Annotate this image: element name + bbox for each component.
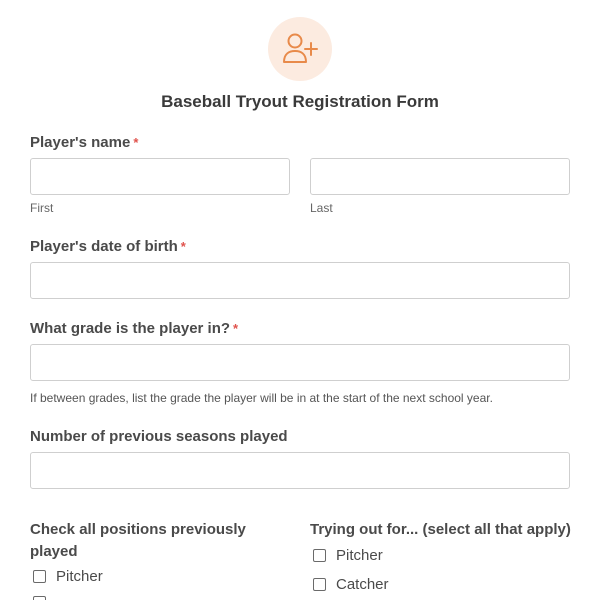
last-name-input[interactable] [310,158,570,195]
trying-out-option-pitcher[interactable] [313,547,383,564]
dob-input[interactable] [30,262,570,299]
grade-label [30,320,238,337]
add-user-icon [280,29,320,69]
option-label: Pitcher [56,568,103,585]
option-label: Pitcher [336,547,383,564]
seasons-input[interactable] [30,452,570,489]
trying-out-for-label: Trying out for... (select all that apply) [310,521,571,538]
required-mark: * [133,135,139,150]
player-name-label [30,134,138,151]
checkbox[interactable] [313,578,326,591]
grade-input[interactable] [30,344,570,381]
seasons-label: Number of previous seasons played [30,428,288,445]
positions-played-option-pitcher[interactable] [33,568,103,585]
dob-label-text: Player's date of birth [30,238,178,255]
avatar-badge [268,17,332,81]
grade-help-text: If between grades, list the grade the player will be in at the start of the next school year. [30,391,493,405]
positions-played-label: Check all positions previously played [30,521,246,560]
first-name-sublabel: First [30,201,54,215]
required-mark: * [180,239,186,254]
first-name-input[interactable] [30,158,290,195]
grade-label-text: What grade is the player in? [30,320,231,337]
checkbox[interactable] [313,549,326,562]
trying-out-option-catcher[interactable] [313,576,389,593]
checkbox[interactable] [33,570,46,583]
option-label: Catcher [336,576,389,593]
checkbox[interactable] [33,596,46,600]
player-name-label-text: Player's name [30,134,131,151]
dob-label [30,238,186,255]
required-mark: * [233,321,239,336]
last-name-sublabel: Last [310,201,333,215]
form-title: Baseball Tryout Registration Form [161,92,439,111]
